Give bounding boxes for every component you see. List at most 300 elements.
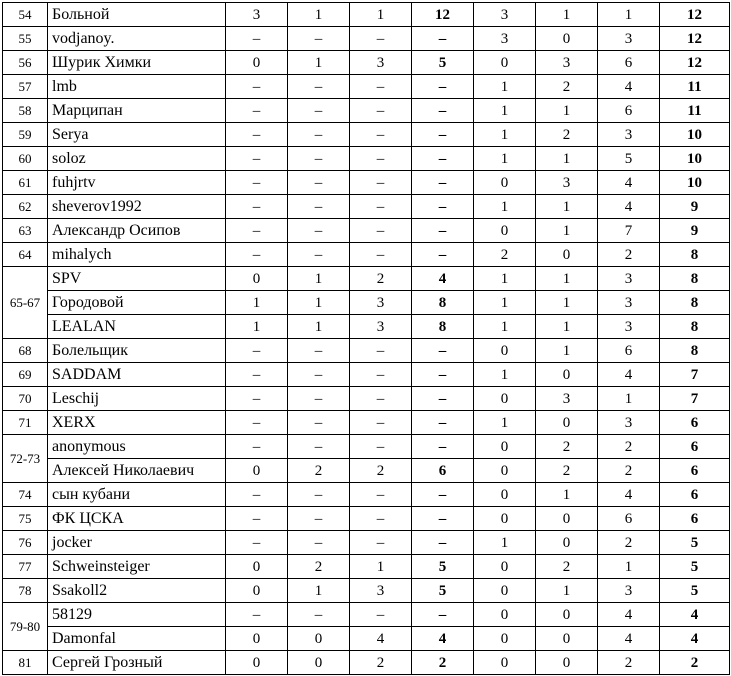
score-cell: 7 (598, 219, 660, 243)
score-cell: 1 (536, 579, 598, 603)
overall-total-cell: 2 (660, 651, 730, 675)
score-cell: 0 (536, 507, 598, 531)
table-row (3, 531, 730, 555)
score-cell: 0 (536, 363, 598, 387)
score-cell: 2 (350, 267, 412, 291)
player-name-cell: lmb (48, 75, 226, 99)
score-cell: 1 (474, 99, 536, 123)
round-total-cell: 8 (412, 291, 474, 315)
round-total-cell: – (412, 339, 474, 363)
score-cell: 1 (226, 315, 288, 339)
score-cell: – (226, 219, 288, 243)
score-cell: 1 (474, 291, 536, 315)
score-cell: 3 (598, 291, 660, 315)
score-cell: 2 (350, 651, 412, 675)
score-cell: 0 (474, 507, 536, 531)
table-row (3, 483, 730, 507)
player-name-cell: Александр Осипов (48, 219, 226, 243)
overall-total-cell: 6 (660, 411, 730, 435)
overall-total-cell: 11 (660, 99, 730, 123)
table-row (3, 3, 730, 27)
score-cell: 6 (598, 507, 660, 531)
score-cell: 2 (536, 75, 598, 99)
score-cell: – (350, 27, 412, 51)
score-cell: – (350, 147, 412, 171)
table-row (3, 555, 730, 579)
rank-cell: 57 (3, 75, 48, 99)
round-total-cell: – (412, 195, 474, 219)
overall-total-cell: 12 (660, 3, 730, 27)
score-cell: – (350, 363, 412, 387)
player-name-cell: jocker (48, 531, 226, 555)
round-total-cell: – (412, 531, 474, 555)
score-cell: – (226, 171, 288, 195)
score-cell: 6 (598, 51, 660, 75)
score-cell: 2 (474, 243, 536, 267)
rank-cell: 55 (3, 27, 48, 51)
score-cell: 4 (598, 171, 660, 195)
score-cell: 1 (536, 267, 598, 291)
score-cell: – (288, 195, 350, 219)
score-cell: 2 (598, 651, 660, 675)
score-cell: 3 (598, 315, 660, 339)
score-cell: 1 (536, 483, 598, 507)
rank-cell: 76 (3, 531, 48, 555)
score-cell: – (226, 99, 288, 123)
score-cell: 3 (350, 579, 412, 603)
score-cell: – (350, 483, 412, 507)
rank-cell: 69 (3, 363, 48, 387)
score-cell: – (288, 339, 350, 363)
round-total-cell: – (412, 387, 474, 411)
rank-cell: 74 (3, 483, 48, 507)
player-name-cell: LEALAN (48, 315, 226, 339)
score-cell: 1 (474, 315, 536, 339)
score-cell: – (350, 507, 412, 531)
player-name-cell: SADDAM (48, 363, 226, 387)
table-row (3, 147, 730, 171)
score-cell: 0 (536, 27, 598, 51)
score-cell: – (226, 411, 288, 435)
player-name-cell: Ssakoll2 (48, 579, 226, 603)
score-cell: – (350, 531, 412, 555)
overall-total-cell: 6 (660, 435, 730, 459)
score-cell: – (350, 195, 412, 219)
score-cell: 5 (598, 147, 660, 171)
player-name-cell: Болельщик (48, 339, 226, 363)
score-cell: – (226, 27, 288, 51)
rank-cell: 59 (3, 123, 48, 147)
score-cell: 2 (288, 459, 350, 483)
table-row (3, 579, 730, 603)
rank-cell: 68 (3, 339, 48, 363)
overall-total-cell: 8 (660, 267, 730, 291)
score-cell: 0 (474, 339, 536, 363)
score-cell: 1 (474, 195, 536, 219)
player-name-cell: XERX (48, 411, 226, 435)
score-cell: 0 (474, 579, 536, 603)
score-cell: – (288, 411, 350, 435)
score-cell: 0 (536, 243, 598, 267)
rank-cell: 61 (3, 171, 48, 195)
player-name-cell: Schweinsteiger (48, 555, 226, 579)
round-total-cell: – (412, 123, 474, 147)
rank-cell: 58 (3, 99, 48, 123)
table-row (3, 315, 730, 339)
score-cell: 4 (598, 75, 660, 99)
score-cell: – (226, 603, 288, 627)
round-total-cell: – (412, 243, 474, 267)
overall-total-cell: 10 (660, 147, 730, 171)
score-cell: 3 (536, 171, 598, 195)
score-cell: 2 (536, 555, 598, 579)
overall-total-cell: 4 (660, 627, 730, 651)
score-cell: – (226, 243, 288, 267)
table-row (3, 459, 730, 483)
score-cell: 1 (536, 339, 598, 363)
score-cell: – (350, 435, 412, 459)
score-cell: 2 (536, 435, 598, 459)
score-cell: – (226, 195, 288, 219)
rank-cell: 56 (3, 51, 48, 75)
score-cell: 0 (288, 651, 350, 675)
score-cell: 2 (536, 459, 598, 483)
overall-total-cell: 5 (660, 579, 730, 603)
score-cell: – (350, 603, 412, 627)
score-cell: 1 (598, 555, 660, 579)
score-cell: 1 (288, 3, 350, 27)
score-cell: – (350, 219, 412, 243)
player-name-cell: vodjanoy. (48, 27, 226, 51)
player-name-cell: anonymous (48, 435, 226, 459)
table-row (3, 603, 730, 627)
standings-table (2, 2, 730, 675)
table-row (3, 123, 730, 147)
score-cell: 3 (598, 123, 660, 147)
score-cell: 0 (474, 603, 536, 627)
score-cell: – (288, 603, 350, 627)
rank-cell: 78 (3, 579, 48, 603)
table-row (3, 627, 730, 651)
table-row (3, 195, 730, 219)
score-cell: 1 (598, 3, 660, 27)
table-row (3, 507, 730, 531)
score-cell: 0 (474, 51, 536, 75)
overall-total-cell: 9 (660, 195, 730, 219)
score-cell: 1 (226, 291, 288, 315)
overall-total-cell: 11 (660, 75, 730, 99)
overall-total-cell: 9 (660, 219, 730, 243)
overall-total-cell: 5 (660, 531, 730, 555)
table-row (3, 27, 730, 51)
score-cell: 1 (474, 531, 536, 555)
rank-cell: 64 (3, 243, 48, 267)
score-cell: 3 (474, 27, 536, 51)
player-name-cell: Больной (48, 3, 226, 27)
score-cell: 3 (598, 267, 660, 291)
rank-cell: 81 (3, 651, 48, 675)
score-cell: 0 (536, 603, 598, 627)
score-cell: 3 (350, 315, 412, 339)
score-cell: – (226, 123, 288, 147)
rank-cell: 79-80 (3, 603, 48, 651)
score-cell: 0 (536, 411, 598, 435)
score-cell: 3 (226, 3, 288, 27)
score-cell: 1 (474, 75, 536, 99)
score-cell: 0 (226, 51, 288, 75)
round-total-cell: 5 (412, 579, 474, 603)
score-cell: – (288, 507, 350, 531)
score-cell: – (288, 531, 350, 555)
player-name-cell: sheverov1992 (48, 195, 226, 219)
score-cell: 0 (226, 579, 288, 603)
table-row (3, 291, 730, 315)
rank-cell: 60 (3, 147, 48, 171)
round-total-cell: – (412, 171, 474, 195)
overall-total-cell: 6 (660, 459, 730, 483)
score-cell: 0 (536, 651, 598, 675)
overall-total-cell: 10 (660, 123, 730, 147)
score-cell: 2 (598, 435, 660, 459)
score-cell: 3 (350, 291, 412, 315)
score-cell: – (288, 75, 350, 99)
score-cell: – (226, 483, 288, 507)
score-cell: 0 (226, 267, 288, 291)
table-row (3, 243, 730, 267)
score-cell: – (226, 435, 288, 459)
score-cell: 0 (226, 459, 288, 483)
score-cell: – (288, 243, 350, 267)
score-cell: – (288, 363, 350, 387)
player-name-cell: Serya (48, 123, 226, 147)
score-cell: – (226, 387, 288, 411)
overall-total-cell: 12 (660, 27, 730, 51)
score-cell: – (226, 339, 288, 363)
rank-cell: 77 (3, 555, 48, 579)
round-total-cell: – (412, 27, 474, 51)
rank-cell: 72-73 (3, 435, 48, 483)
table-row (3, 435, 730, 459)
score-cell: 1 (536, 147, 598, 171)
score-cell: 1 (288, 579, 350, 603)
score-cell: – (226, 75, 288, 99)
score-cell: 0 (226, 555, 288, 579)
table-row (3, 339, 730, 363)
score-cell: 0 (474, 387, 536, 411)
score-cell: – (350, 243, 412, 267)
player-name-cell: Городовой (48, 291, 226, 315)
overall-total-cell: 10 (660, 171, 730, 195)
score-cell: – (288, 99, 350, 123)
score-cell: 1 (536, 195, 598, 219)
overall-total-cell: 8 (660, 291, 730, 315)
player-name-cell: Damonfal (48, 627, 226, 651)
overall-total-cell: 4 (660, 603, 730, 627)
score-cell: – (288, 171, 350, 195)
score-cell: – (350, 411, 412, 435)
score-cell: 0 (474, 435, 536, 459)
score-cell: 1 (474, 267, 536, 291)
score-cell: – (288, 387, 350, 411)
player-name-cell: Алексей Николаевич (48, 459, 226, 483)
score-cell: 1 (536, 291, 598, 315)
rank-cell: 63 (3, 219, 48, 243)
overall-total-cell: 8 (660, 339, 730, 363)
score-cell: 4 (598, 603, 660, 627)
score-cell: 0 (474, 555, 536, 579)
table-row (3, 651, 730, 675)
score-cell: 4 (350, 627, 412, 651)
standings-body (3, 3, 730, 675)
round-total-cell: 5 (412, 555, 474, 579)
score-cell: 3 (536, 51, 598, 75)
table-row (3, 411, 730, 435)
score-cell: 0 (226, 651, 288, 675)
score-cell: – (350, 99, 412, 123)
score-cell: 0 (536, 627, 598, 651)
score-cell: 4 (598, 483, 660, 507)
player-name-cell: SPV (48, 267, 226, 291)
round-total-cell: 8 (412, 315, 474, 339)
score-cell: – (288, 483, 350, 507)
rank-cell: 71 (3, 411, 48, 435)
player-name-cell: Сергей Грозный (48, 651, 226, 675)
score-cell: – (288, 147, 350, 171)
score-cell: 1 (536, 3, 598, 27)
player-name-cell: 58129 (48, 603, 226, 627)
round-total-cell: – (412, 483, 474, 507)
score-cell: 0 (474, 651, 536, 675)
round-total-cell: – (412, 411, 474, 435)
table-row (3, 99, 730, 123)
score-cell: 2 (536, 123, 598, 147)
score-cell: 4 (598, 363, 660, 387)
player-name-cell: сын кубани (48, 483, 226, 507)
score-cell: 3 (350, 51, 412, 75)
table-row (3, 387, 730, 411)
round-total-cell: 6 (412, 459, 474, 483)
score-cell: 1 (536, 315, 598, 339)
score-cell: 1 (474, 123, 536, 147)
round-total-cell: 5 (412, 51, 474, 75)
overall-total-cell: 7 (660, 363, 730, 387)
score-cell: – (226, 507, 288, 531)
score-cell: 1 (474, 363, 536, 387)
score-cell: 2 (598, 459, 660, 483)
rank-cell: 65-67 (3, 267, 48, 339)
round-total-cell: – (412, 147, 474, 171)
score-cell: – (288, 435, 350, 459)
score-cell: 2 (288, 555, 350, 579)
score-cell: 0 (226, 627, 288, 651)
round-total-cell: – (412, 75, 474, 99)
table-row (3, 171, 730, 195)
score-cell: 1 (350, 3, 412, 27)
score-cell: – (226, 531, 288, 555)
score-cell: – (226, 147, 288, 171)
round-total-cell: 4 (412, 627, 474, 651)
overall-total-cell: 6 (660, 507, 730, 531)
score-cell: – (350, 339, 412, 363)
table-row (3, 75, 730, 99)
player-name-cell: soloz (48, 147, 226, 171)
overall-total-cell: 12 (660, 51, 730, 75)
score-cell: 0 (474, 483, 536, 507)
score-cell: – (350, 387, 412, 411)
player-name-cell: mihalych (48, 243, 226, 267)
score-cell: – (350, 171, 412, 195)
score-cell: – (288, 27, 350, 51)
round-total-cell: – (412, 435, 474, 459)
score-cell: 3 (598, 27, 660, 51)
score-cell: 1 (598, 387, 660, 411)
player-name-cell: Leschij (48, 387, 226, 411)
score-cell: 0 (474, 459, 536, 483)
score-cell: – (288, 123, 350, 147)
table-row (3, 267, 730, 291)
score-cell: 3 (598, 411, 660, 435)
score-cell: 2 (598, 531, 660, 555)
player-name-cell: Марципан (48, 99, 226, 123)
score-cell: 1 (536, 99, 598, 123)
overall-total-cell: 8 (660, 243, 730, 267)
score-cell: 1 (536, 219, 598, 243)
score-cell: – (350, 75, 412, 99)
score-cell: 1 (288, 291, 350, 315)
rank-cell: 75 (3, 507, 48, 531)
player-name-cell: fuhjrtv (48, 171, 226, 195)
round-total-cell: – (412, 603, 474, 627)
table-row (3, 51, 730, 75)
score-cell: 3 (474, 3, 536, 27)
score-cell: – (226, 363, 288, 387)
score-cell: 2 (598, 243, 660, 267)
overall-total-cell: 5 (660, 555, 730, 579)
score-cell: 3 (536, 387, 598, 411)
score-cell: 4 (598, 195, 660, 219)
table-row (3, 219, 730, 243)
score-cell: 6 (598, 339, 660, 363)
score-cell: 2 (350, 459, 412, 483)
rank-cell: 70 (3, 387, 48, 411)
score-cell: 3 (598, 579, 660, 603)
round-total-cell: 12 (412, 3, 474, 27)
rank-cell: 54 (3, 3, 48, 27)
score-cell: 1 (474, 147, 536, 171)
round-total-cell: 2 (412, 651, 474, 675)
score-cell: 1 (350, 555, 412, 579)
score-cell: 1 (288, 267, 350, 291)
round-total-cell: – (412, 363, 474, 387)
score-cell: – (350, 123, 412, 147)
score-cell: 4 (598, 627, 660, 651)
score-cell: 0 (288, 627, 350, 651)
rank-cell: 62 (3, 195, 48, 219)
score-cell: 1 (288, 315, 350, 339)
round-total-cell: – (412, 219, 474, 243)
score-cell: 1 (474, 411, 536, 435)
score-cell: 0 (474, 219, 536, 243)
overall-total-cell: 8 (660, 315, 730, 339)
score-cell: 6 (598, 99, 660, 123)
round-total-cell: – (412, 507, 474, 531)
score-cell: 0 (474, 627, 536, 651)
round-total-cell: 4 (412, 267, 474, 291)
score-cell: 0 (474, 171, 536, 195)
round-total-cell: – (412, 99, 474, 123)
overall-total-cell: 7 (660, 387, 730, 411)
player-name-cell: Шурик Химки (48, 51, 226, 75)
